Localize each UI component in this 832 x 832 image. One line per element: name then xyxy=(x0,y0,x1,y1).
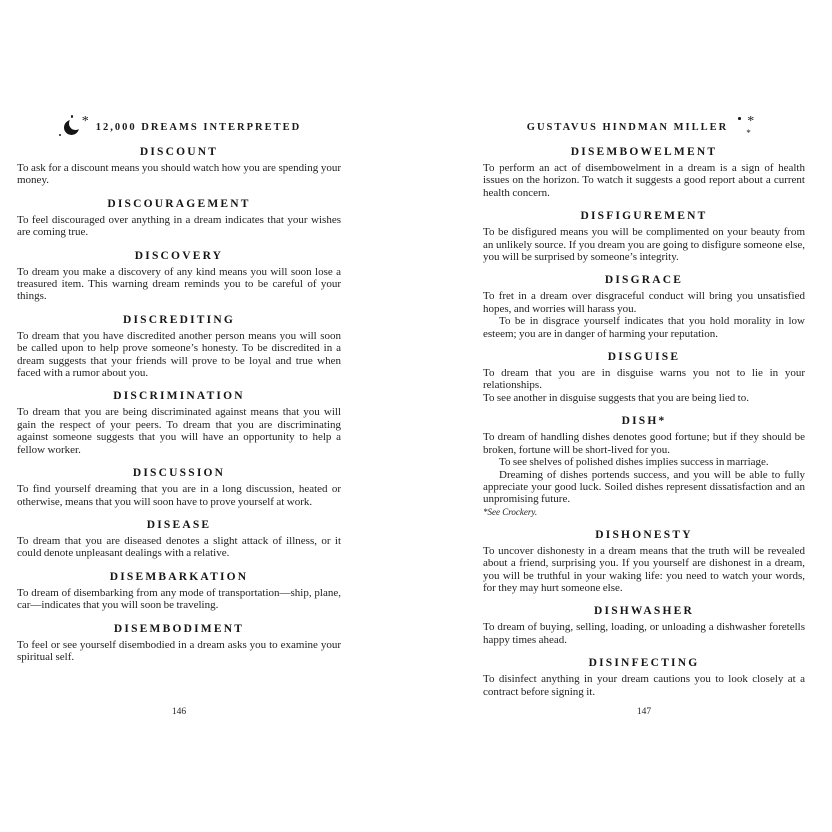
dictionary-entry xyxy=(483,415,805,517)
entry-footnote: *See Crockery. xyxy=(483,506,538,517)
entry-paragraph: To uncover dishonesty in a dream means that the truth will be revealed about a friend, surprising you. If you yourself are dishonest in a dream, you will be truthful in your waking life: you need to watch your words, for they may hurt someone else. xyxy=(483,544,805,594)
star-icon: * xyxy=(746,128,751,138)
left-running-header xyxy=(17,114,341,136)
dictionary-entry xyxy=(17,519,341,560)
dictionary-entry xyxy=(17,390,341,456)
entry-term: DISH* xyxy=(621,415,667,428)
entry-paragraph: To dream of buying, selling, loading, or unloading a dishwasher foretells happy times ahead. xyxy=(483,621,805,646)
entry-term: DISHONESTY xyxy=(595,528,693,541)
entry-paragraph: To find yourself dreaming that you are in a long discussion, heated or otherwise, means that you will soon have to prove yourself at work. xyxy=(17,483,341,508)
dictionary-entry xyxy=(483,529,805,595)
entry-paragraph: To see another in disguise suggests that you are being lied to. xyxy=(483,391,749,404)
entry-term: DISCOVERY xyxy=(134,249,224,262)
entry-term: DISCREDITING xyxy=(122,313,236,326)
entry-term: DISEASE xyxy=(146,518,212,531)
entry-paragraph: To feel or see yourself disembodied in a dream asks you to examine your spiritual self. xyxy=(17,638,341,663)
entry-term: DISCRIMINATION xyxy=(113,390,245,403)
dictionary-entry xyxy=(17,146,341,187)
dictionary-entry xyxy=(483,210,805,263)
left-page-number: 146 xyxy=(171,707,187,717)
entry-term: DISCUSSION xyxy=(132,467,226,480)
left-header-title: 12,000 DREAMS INTERPRETED xyxy=(95,121,302,133)
entry-term: DISINFECTING xyxy=(588,657,700,670)
dictionary-entry xyxy=(483,657,805,698)
entry-term: DISCOUNT xyxy=(139,146,219,158)
right-header-title: GUSTAVUS HINDMAN MILLER xyxy=(526,121,729,133)
entry-paragraph: To disinfect anything in your dream cautions you to look closely at a contract before signing it. xyxy=(483,673,805,698)
dictionary-entry xyxy=(483,605,805,646)
right-running-header xyxy=(483,114,805,138)
dictionary-entry xyxy=(17,314,341,380)
crescent-moon-icon xyxy=(57,115,87,139)
entry-term: DISEMBOWELMENT xyxy=(570,146,718,158)
entry-term: DISGUISE xyxy=(607,351,681,364)
entry-paragraph: To dream that you are diseased denotes a slight attack of illness, or it could denote unpleasant dealings with a relative. xyxy=(17,534,341,560)
dictionary-entry xyxy=(17,198,341,239)
right-page-entries xyxy=(483,146,805,698)
stars-icon xyxy=(737,116,761,138)
entry-term: DISCOURAGEMENT xyxy=(107,197,251,210)
entry-paragraph: To dream that you are in disguise warns you not to lie in your relationships. xyxy=(483,367,805,392)
entry-paragraph: To be in disgrace yourself indicates that you hold morality in low esteem; you are in danger of harming your reputation. xyxy=(483,315,805,340)
dictionary-entry xyxy=(483,146,805,199)
star-icon: * xyxy=(747,114,755,129)
left-page-entries xyxy=(17,146,341,663)
entry-term: DISHWASHER xyxy=(594,605,694,618)
entry-paragraph: To see shelves of polished dishes implies success in marriage. xyxy=(499,456,769,469)
entry-paragraph: To dream of disembarking from any mode of transportation—ship, plane, car—indicates that you will soon be traveling. xyxy=(17,586,341,612)
entry-paragraph: To dream that you have discredited another person means you will soon be called upon to help prove someone’s honesty. To be discredited in a dream suggests that your friends will prove to be loyal and true when faced with a rumor about you. xyxy=(17,329,341,380)
moon-icon xyxy=(64,120,79,135)
entry-paragraph: To perform an act of disembowelment in a dream is a sign of health issues on the horizon. To watch it suggests a good report about a current health concern. xyxy=(483,162,805,199)
left-page xyxy=(17,114,341,717)
dictionary-entry xyxy=(483,351,805,404)
entry-paragraph: To dream of handling dishes denotes good fortune; but if they should be broken, fortune will be short-lived for you. xyxy=(483,431,805,456)
dictionary-entry xyxy=(483,274,805,340)
right-page xyxy=(483,114,805,717)
entry-paragraph: To dream you make a discovery of any kind means you will soon lose a treasured item. This warning dream reminds you to be careful of your things. xyxy=(17,265,341,303)
right-page-number: 147 xyxy=(636,707,652,717)
entry-term: DISFIGUREMENT xyxy=(580,210,708,223)
entry-paragraph: To dream that you are being discriminated against means that you will gain the respect of your peers. To dream that you are discriminating against someone suggests that you will have an opportunity to help a fellow worker. xyxy=(17,406,341,456)
star-dot-icon xyxy=(738,117,741,120)
entry-paragraph: To fret in a dream over disgraceful conduct will bring you unsatisfied hopes, and worries will harass you. xyxy=(483,290,805,315)
dictionary-entry xyxy=(17,623,341,664)
entry-term: DISGRACE xyxy=(604,274,684,287)
star-dot-icon xyxy=(59,134,61,136)
entry-paragraph: To ask for a discount means you should watch how you are spending your money. xyxy=(17,162,341,187)
star-icon: * xyxy=(81,114,89,129)
entry-term: DISEMBODIMENT xyxy=(113,622,245,635)
entry-paragraph: Dreaming of dishes portends success, and you will be able to fully appreciate your good luck. Soiled dishes represent dissatisfaction and an unpromising future. xyxy=(483,468,805,506)
dictionary-entry xyxy=(17,250,341,303)
entry-term: DISEMBARKATION xyxy=(109,570,249,583)
dictionary-entry xyxy=(17,571,341,612)
dictionary-entry xyxy=(17,467,341,508)
entry-paragraph: To be disfigured means you will be complimented on your beauty from an unlikely source. If you dream you are going to disfigure someone else, you will be surprised by someone’s integrity. xyxy=(483,226,805,264)
entry-paragraph: To feel discouraged over anything in a dream indicates that your wishes are coming true. xyxy=(17,213,341,239)
